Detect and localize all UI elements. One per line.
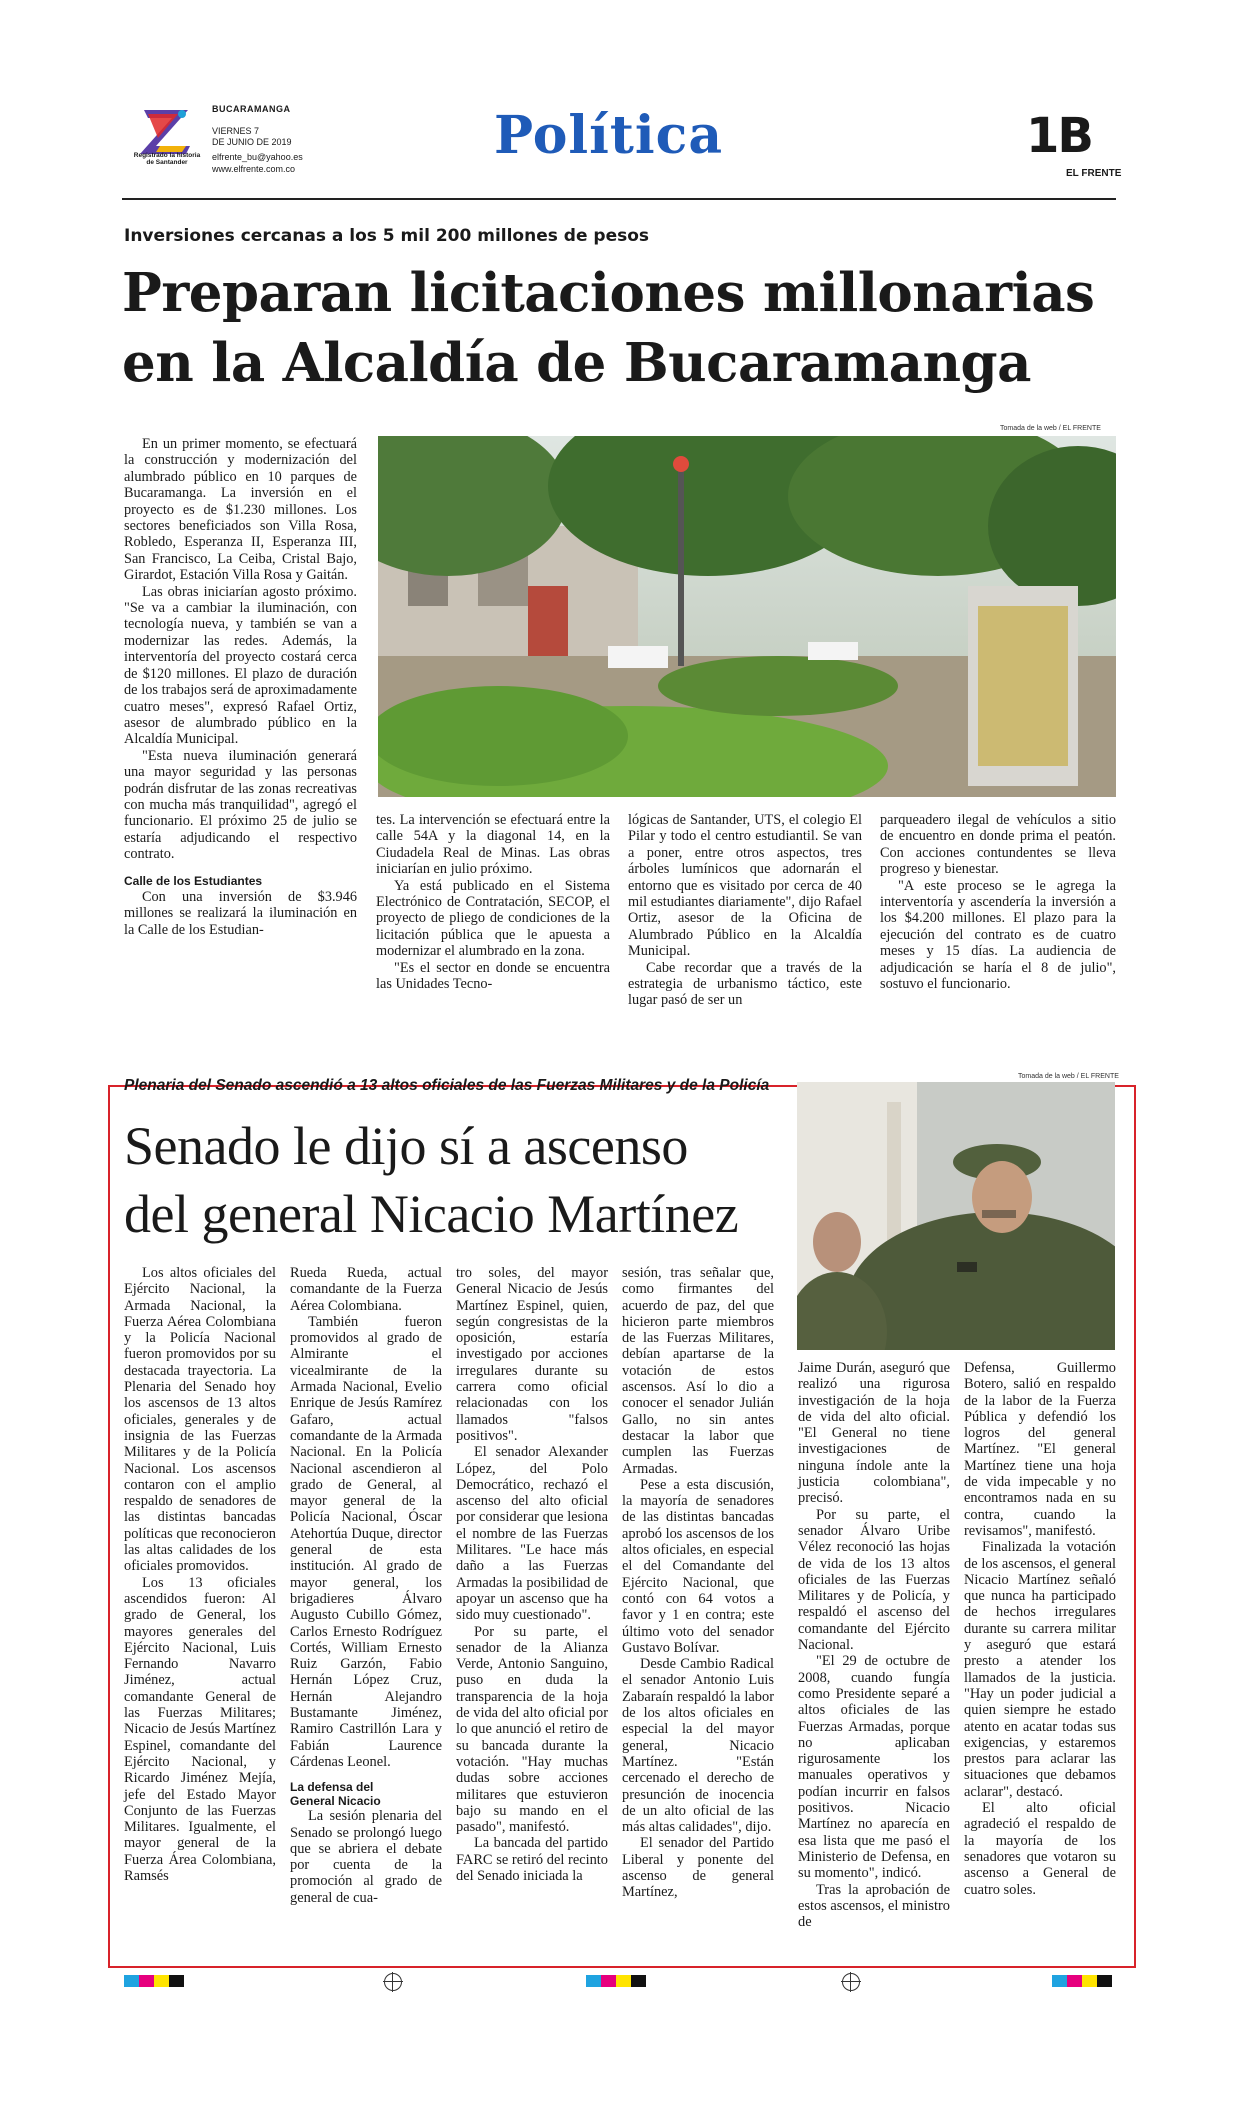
article1-column-4 (880, 812, 1116, 992)
article1-headline-line1: Preparan licitaciones millonarias (122, 262, 1095, 324)
logo-caption: Registrado la historia de Santander (133, 152, 201, 166)
masthead-website[interactable]: www.elfrente.com.co (212, 164, 296, 174)
paragraph: Desde Cambio Radical el senador Antonio Luis Zabaraín respaldó la labor de los altos oficiales en especial la del mayor general, Nicacio Martínez. "Están cercenado el derecho de presunción de inocencia de un alto oficial de las más altas calidades", dijo. (622, 1656, 774, 1836)
paragraph: El alto oficial agradeció el respaldo de la mayoría de los senadores que votaron su ascenso a General de cuatro soles. (964, 1800, 1116, 1898)
color-bar-center (586, 1975, 646, 1987)
paragraph: parqueadero ilegal de vehículos a sitio de encuentro en donde prima el peatón. Con acciones contundentes se lleva progreso y bienestar. (880, 812, 1116, 878)
paragraph: "Esta nueva iluminación generará una mayor seguridad y las personas podrán disfrutar de las zonas recreativas con mucha más tranquilidad", agregó el funcionario. El próximo 25 de julio se estaría adjudicando el respectivo contrato. (124, 747, 357, 863)
article2-column-5 (798, 1360, 950, 1930)
paragraph: La sesión plenaria del Senado se prolongó luego que se abriera el debate por cuenta de la promoción al grado de general de cua- (290, 1808, 442, 1906)
article2-column-2 (290, 1265, 442, 1906)
paragraph: Pese a esta discusión, la mayoría de senadores de las distintas bancadas aprobó los ascensos de los altos oficiales, en especial el del Comandante del Ejército Nacional, que contó con 64 votos a favor y 1 en contra; este último voto del senador Gustavo Bolívar. (622, 1476, 774, 1656)
article1-photo (378, 436, 1116, 797)
color-bar-left (124, 1975, 184, 1987)
paragraph: Las obras iniciarían agosto próximo. "Se va a cambiar la iluminación, con tecnología nueva, y también se van a modernizar las redes. Además, la interventoría del proyecto costará cerca de $120 millones. El plazo de duración de los trabajos será de aproximadamente cuatro meses", expresó Rafael Ortiz, asesor de alumbrado público en la Alcaldía Municipal. (124, 583, 357, 748)
article2-headline-line1: Senado le dijo sí a ascenso (124, 1116, 688, 1176)
section-title: Política (494, 105, 724, 166)
masthead-brand: EL FRENTE (1066, 168, 1122, 179)
paragraph: Cabe recordar que a través de la estrategia de urbanismo táctico, este lugar pasó de ser un (628, 959, 862, 1009)
paragraph: tes. La intervención se efectuará entre la calle 54A y la diagonal 14, en la Ciudadela Real de Minas. Las obras iniciarían en julio próximo. (376, 812, 610, 878)
paragraph: El senador Alexander López, del Polo Democrático, rechazó el ascenso del alto oficial por considerar que lesiona el nombre de las Fuerzas Militares. "Le hace más daño a las Fuerzas Armadas la posibilidad de apoyar un ascenso que ha sido muy cuestionado". (456, 1444, 608, 1624)
paragraph: tro soles, del mayor General Nicacio de Jesús Martínez Espinel, quien, según congresistas de la oposición, estaría investigado por acciones irregulares durante su carrera como oficial relacionadas con los llamados "falsos positivos". (456, 1265, 608, 1444)
paragraph: También fueron promovidos al grado de Almirante el vicealmirante de la Armada Nacional, Evelio Enrique de Jesús Ramírez Gafaro, actual comandante de la Armada Nacional. En la Policía Nacional ascendieron al grado de General, al mayor general de la Policía Nacional, Óscar Atehortúa Duque, director general de esta institución. Al grado de mayor general, los brigadieres Álvaro Augusto Cubillo Gómez, Carlos Ernesto Rodríguez Cortés, William Ernesto Ruiz Garzón, Fabio Hernán López Cruz, Hernán Alejandro Bustamante Jiménez, Ramiro Castrillón Lara y Fabián Laurence Cárdenas Leonel. (290, 1313, 442, 1770)
subheading-line-1: La defensa del (290, 1780, 374, 1795)
article2-column-6 (964, 1360, 1116, 1898)
park-photo-icon (378, 436, 1116, 797)
paragraph: "A este proceso se le agrega la interventoría y ascendería la inversión a los $4.200 millones. El plazo para la ejecución del contrato es de cuatro meses y 15 días. La audiencia de adjudicación se haría el 8 de julio", sostuvo el funcionario. (880, 877, 1116, 993)
article2-column-3 (456, 1265, 608, 1884)
paragraph: Los 13 oficiales ascendidos fueron: Al grado de General, los mayores generales del Ejército Nacional, Luis Fernando Navarro Jiménez, actual comandante General de las Fuerzas Militares; Nicacio de Jesús Martínez Espinel, comandante del Ejército Nacional, y Ricardo Jiménez Mejía, jefe del Estado Mayor Conjunto de las Fuerzas Militares. Igualmente, el mayor general de la Fuerza Área Colombiana, Ramsés (124, 1574, 276, 1884)
article2-column-4 (622, 1265, 774, 1901)
paragraph: "Es el sector en donde se encuentra las Unidades Tecno- (376, 959, 610, 993)
article2-kicker: Plenaria del Senado ascendió a 13 altos oficiales de las Fuerzas Militares y de la Policía (124, 1077, 770, 1094)
subheading-line-2: General Nicacio (290, 1794, 381, 1809)
paragraph: Jaime Durán, aseguró que realizó una rigurosa investigación de la hoja de vida del alto oficial. "El General no tiene investigaciones de ninguna índole ante la justicia colombiana", precisó. (798, 1360, 950, 1507)
newspaper-logo (130, 100, 204, 174)
paragraph: Tras la aprobación de estos ascensos, el ministro de (798, 1881, 950, 1931)
paragraph: Por su parte, el senador de la Alianza Verde, Antonio Sanguino, puso en duda la transparencia de la hoja de vida del alto oficial por lo que anunció el retiro de su bancada durante la votación. "Hay muchas dudas sobre acciones militares que estuvieron bajo su mando en el pasado", manifestó. (456, 1623, 608, 1836)
paragraph: Con una inversión de $3.946 millones se realizará la iluminación en la Calle de los Estudian- (124, 888, 357, 938)
paragraph: Ya está publicado en el Sistema Electrónico de Contratación, SECOP, el proyecto de pliego de condiciones de la licitación pública que le apuesta a modernizar el alumbrado en la zona. (376, 877, 610, 960)
paragraph: El senador del Partido Liberal y ponente del ascenso de general Martínez, (622, 1835, 774, 1901)
masthead-date (212, 126, 292, 148)
article2-headline (124, 1112, 804, 1248)
article2-headline-line2: del general Nicacio Martínez (124, 1184, 739, 1244)
paragraph: sesión, tras señalar que, como firmantes del acuerdo de paz, del que hicieron parte miembros de las Fuerzas Militares, debían apartarse de la votación de estos ascensos. Así lo dio a conocer el senador Julián Gallo, no sin antes destacar la labor que cumplen las Fuerzas Armadas. (622, 1265, 774, 1477)
article1-headline (122, 258, 1122, 398)
article1-column-3 (628, 812, 862, 1009)
article2-column-1 (124, 1265, 276, 1884)
registration-mark-icon (384, 1973, 402, 1991)
masthead-email[interactable]: elfrente_bu@yahoo.es (212, 152, 303, 162)
article1-kicker: Inversiones cercanas a los 5 mil 200 millones de pesos (124, 226, 650, 246)
article2-photo (797, 1082, 1115, 1350)
paragraph: En un primer momento, se efectuará la construcción y modernización del alumbrado público en 10 parques de Bucaramanga. La inversión en el proyecto es de $1.230 millones. Los sectores beneficiados son Villa Rosa, Robledo, Esperanza II, Esperanza III, San Francisco, La Ceiba, Cristal Bajo, Girardot, Estación Villa Rosa y Gaitán. (124, 436, 357, 584)
color-bar-right (1052, 1975, 1112, 1987)
paragraph: La bancada del partido FARC se retiró del recinto del Senado iniciada la (456, 1835, 608, 1884)
article1-subheading: Calle de los Estudiantes (124, 873, 263, 888)
article1-column-2 (376, 812, 610, 992)
paragraph: Finalizada la votación de los ascensos, el general Nicacio Martínez señaló que nunca ha participado de hechos irregulares durante su carrera militar y aseguró que estará presto a atender los llamados de la justicia. "Hay un poder judicial a quien siempre he estado atento en acatar todas sus exigencias, y estaremos prestos para aclarar las situaciones que debamos aclarar", destacó. (964, 1539, 1116, 1800)
masthead-contact (212, 151, 303, 175)
paragraph: Los altos oficiales del Ejército Nacional, la Armada Nacional, la Fuerza Aérea Colombiana y la Policía Nacional fueron promovidos por su destacada trayectoria. La Plenaria del Senado hoy los ascensos de 13 altos oficiales, generales y de insignia de las Fuerzas Militares y de la Policía Nacional. Los ascensos contaron con el amplio respaldo de senadores de las distintas bancadas políticas que reconocieron las altas calidades de los oficiales promovidos. (124, 1265, 276, 1575)
masthead-rule (122, 198, 1116, 200)
article2-subheading (290, 1780, 442, 1808)
page-number: 1B (1026, 108, 1092, 164)
date-line-1: VIERNES 7 (212, 126, 260, 136)
article1-photo-credit: Tomada de la web / EL FRENTE (1000, 425, 1101, 432)
article1-column-1 (124, 436, 357, 938)
article2-photo-credit: Tomada de la web / EL FRENTE (1018, 1073, 1119, 1080)
paragraph: lógicas de Santander, UTS, el colegio El Pilar y todo el centro estudiantil. Se van a poner, entre otros aspectos, tres árboles lumínicos que adornarán el entorno que es visitado por cerca de 40 mil estudiantes diariamente", dijo Rafael Ortiz, asesor de la Oficina de Alumbrado Público en la Alcaldía Municipal. (628, 812, 862, 960)
paragraph: Por su parte, el senador Álvaro Uribe Vélez reconoció las hojas de vida de los 13 altos oficiales de las Fuerzas Militares y de Policía, y respaldó el ascenso del comandante del Ejército Nacional. (798, 1506, 950, 1654)
paragraph: "El 29 de octubre de 2008, cuando fungía como Presidente separé a altos oficiales de las Fuerzas Armadas, porque no aplicaban rigurosamente los manuales operativos y podían incurrir en falsos positivos. Nicacio Martínez no aparecía en esa lista que me pasó el Ministerio de Defensa, en su momento", indicó. (798, 1653, 950, 1882)
paragraph: Rueda Rueda, actual comandante de la Fuerza Aérea Colombiana. (290, 1265, 442, 1314)
registration-mark-icon (842, 1973, 860, 1991)
paragraph: Defensa, Guillermo Botero, salió en respaldo de la labor de la Fuerza Pública y defendió los logros del general Martínez. "El general Martínez tiene una hoja de vida impecable y no encontramos nada en su contra, cuando la revisamos", manifestó. (964, 1360, 1116, 1539)
general-photo-icon (797, 1082, 1115, 1350)
article1-headline-line2: en la Alcaldía de Bucaramanga (122, 332, 1031, 394)
masthead-city: BUCARAMANGA (212, 104, 291, 114)
date-line-2: DE JUNIO DE 2019 (212, 137, 292, 147)
